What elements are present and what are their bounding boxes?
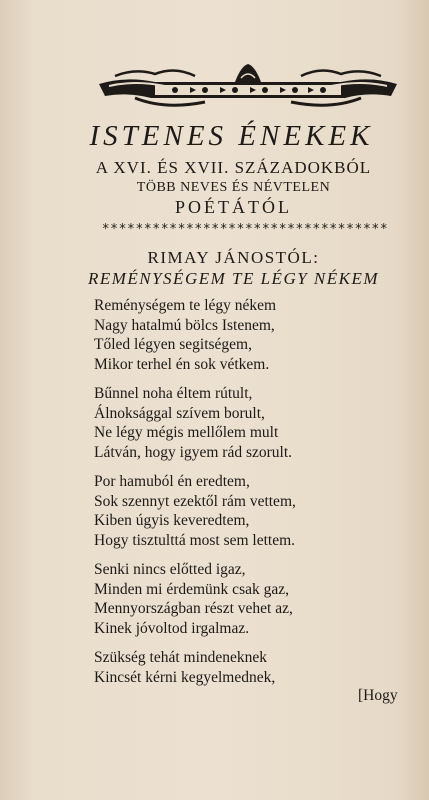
stanza-3	[94, 472, 394, 550]
verse-line: Sok szennyt ezektől rám vettem,	[94, 492, 296, 510]
page-title: ISTENES ÉNEKEK	[89, 120, 374, 152]
subtitle-poetatol: POÉTÁTÓL	[175, 197, 292, 217]
stanza-2	[94, 384, 394, 462]
verse-line: Minden mi érdemünk csak gaz,	[94, 580, 289, 598]
catchword: [Hogy	[358, 687, 398, 704]
stanza-1	[94, 296, 394, 374]
stanza-4	[94, 560, 394, 638]
verse-line: Ne légy mégis mellőlem mult	[94, 424, 279, 441]
verse-line: Mikor terhel én sok vétkem.	[94, 355, 270, 373]
verse-line: Hogy tisztulttá most sem lettem.	[94, 531, 296, 549]
verse-line: Álnoksággal szívem borult,	[94, 404, 265, 422]
poem-title: REMÉNYSÉGEM TE LÉGY NÉKEM	[87, 269, 380, 288]
verse-line: Kiben úgyis keveredtem,	[94, 512, 250, 529]
subtitle-centuries: A XVI. ÉS XVII. SZÁZADOKBÓL	[95, 158, 372, 177]
verse-line: Kincsét kérni kegyelmednek,	[94, 668, 276, 686]
verse-line: Látván, hogy igyem rád szorult.	[94, 443, 293, 461]
verse-line: Reménységem te légy nékem	[94, 297, 277, 314]
verse-line: Senki nincs előtted igaz,	[94, 561, 246, 578]
asterisk-divider: **********************************	[101, 222, 389, 237]
verse-line: Tőled légyen segitségem,	[94, 336, 252, 353]
stanza-5	[94, 648, 394, 687]
subtitle-poets: TÖBB NEVES ÉS NÉVTELEN	[136, 180, 331, 195]
verse-line: Nagy hatalmú bölcs Istenem,	[94, 316, 275, 334]
verse-line: Por hamuból én eredtem,	[94, 473, 250, 490]
verse-line: Szükség tehát mindeneknek	[94, 649, 268, 666]
ornamental-banner-headpiece	[95, 62, 401, 114]
poem-author: RIMAY JÁNOSTÓL:	[147, 248, 320, 267]
verse-line: Mennyországban részt vehet az,	[94, 600, 293, 617]
verse-line: Bűnnel noha éltem rútult,	[94, 385, 253, 402]
verse-line: Kinek jóvoltod irgalmaz.	[94, 619, 250, 637]
